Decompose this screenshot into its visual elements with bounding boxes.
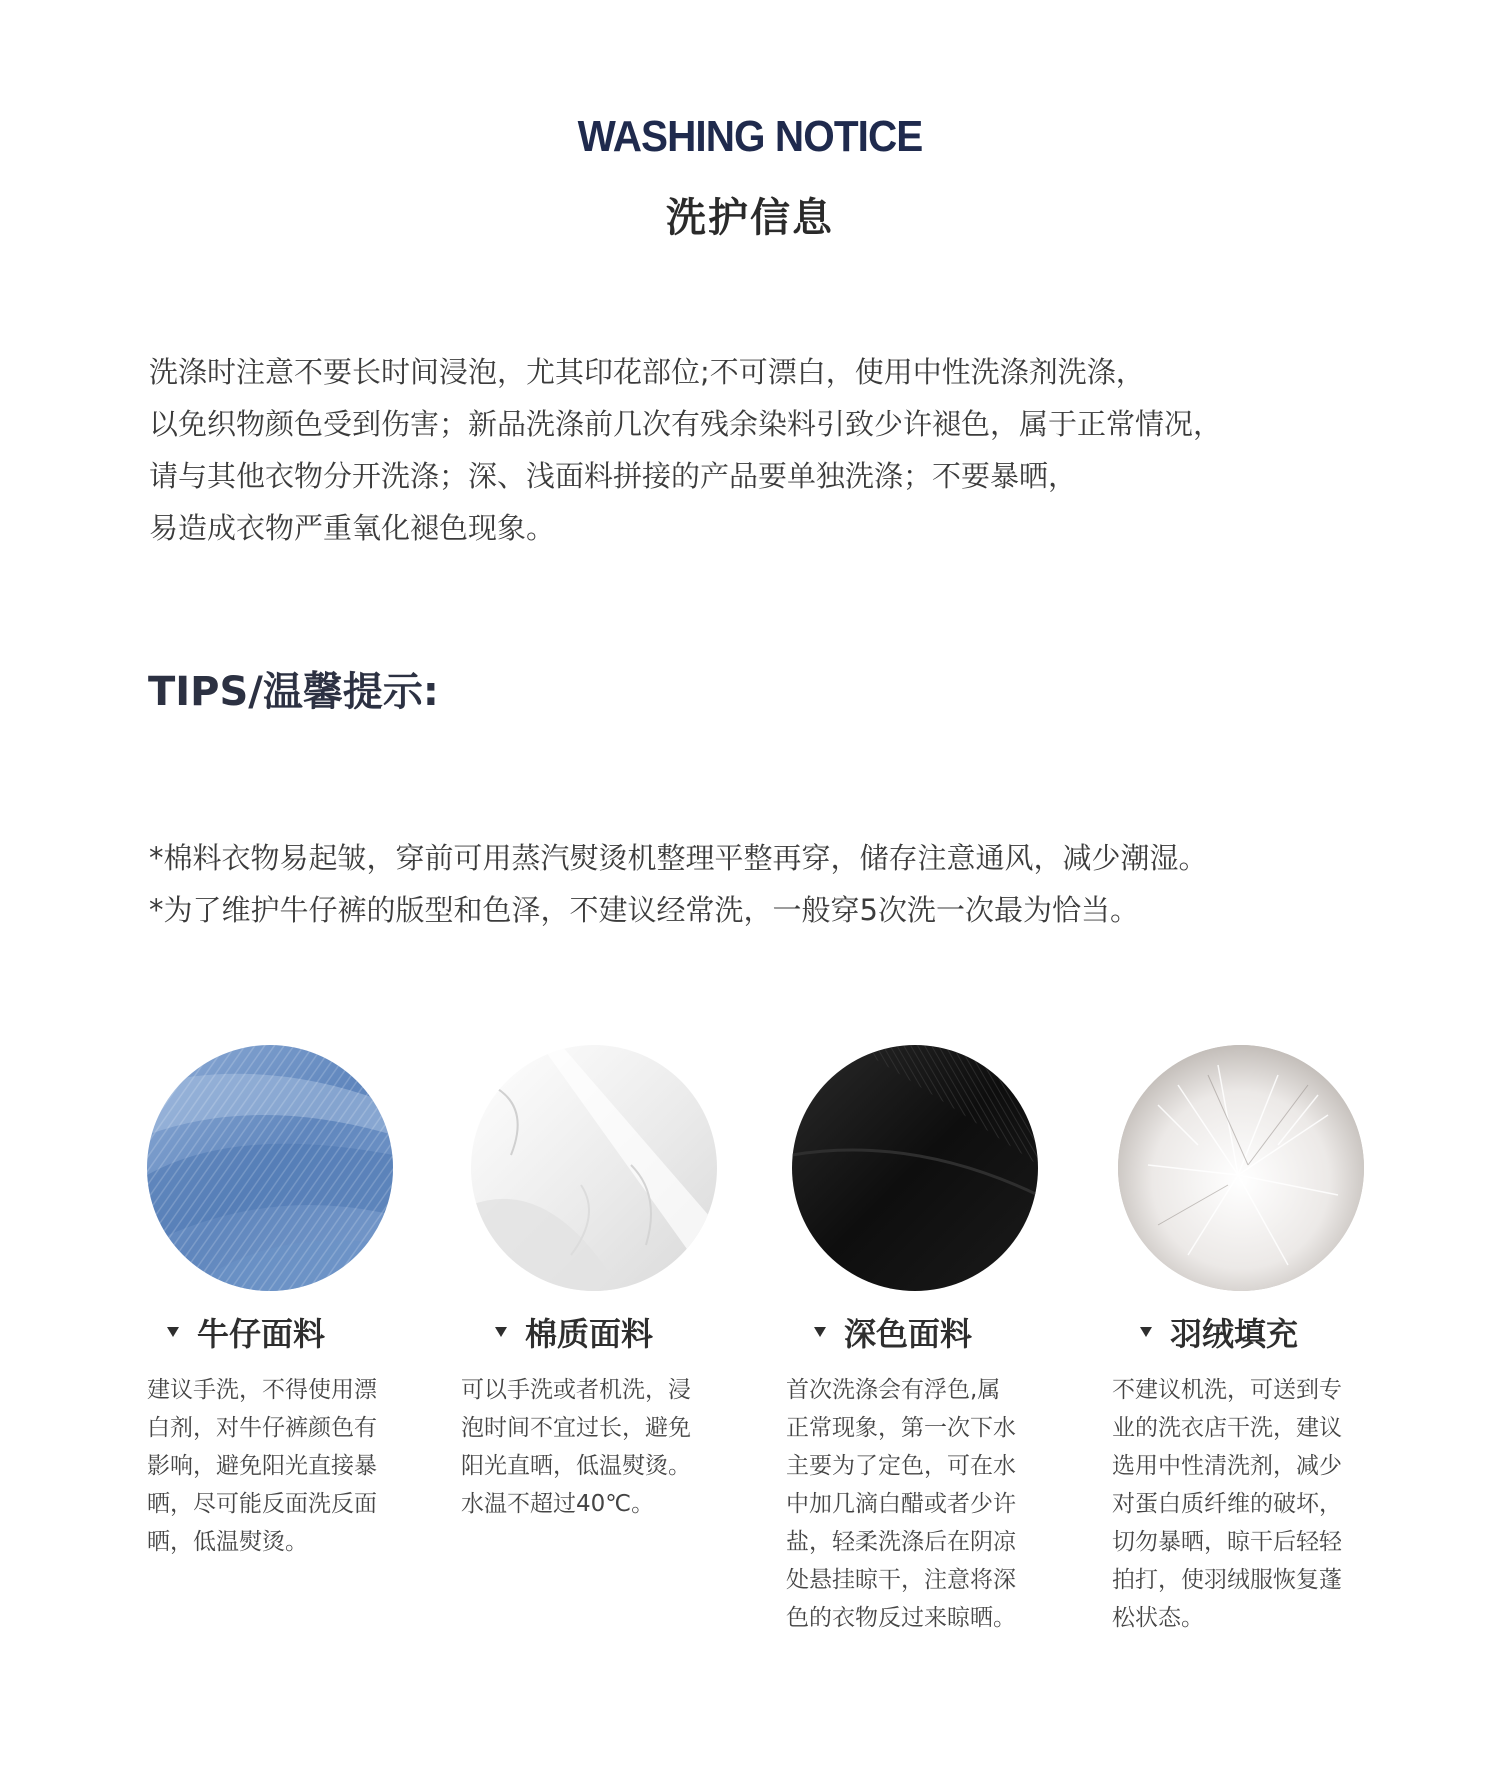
triangle-down-icon <box>495 1327 507 1337</box>
washing-notice-paragraph <box>149 346 1399 554</box>
denim-fabric-image <box>147 1045 393 1291</box>
down-feather-image <box>1118 1045 1364 1291</box>
fabric-title: 羽绒填充 <box>1140 1309 1298 1355</box>
triangle-down-icon <box>814 1327 826 1337</box>
fabric-description: 建议手洗，不得使用漂 白剂，对牛仔裤颜色有 影响，避免阳光直接暴 晒，尽可能反面洗反面 晒，低温熨烫。 <box>147 1377 377 1555</box>
notice-line: 易造成衣物严重氧化褪色现象。 <box>149 511 556 545</box>
triangle-down-icon <box>1140 1327 1152 1337</box>
cotton-fabric-image <box>471 1045 717 1291</box>
title-english: WASHING NOTICE <box>577 112 923 161</box>
notice-line: 以免织物颜色受到伤害；新品洗涤前几次有残余染料引致少许褪色，属于正常情况， <box>149 407 1223 441</box>
fabric-description: 不建议机洗，可送到专 业的洗衣店干洗，建议 选用中性清洗剂，减少 对蛋白质纤维的破坏， 切勿暴晒，晾干后轻轻 拍打，使羽绒服恢复蓬 松状态。 <box>1112 1377 1342 1631</box>
tips-heading: TIPS/温馨提示: <box>148 669 439 715</box>
tips-list <box>149 832 1208 936</box>
tip-item: *棉料衣物易起皱，穿前可用蒸汽熨烫机整理平整再穿，储存注意通风，减少潮湿。 <box>149 841 1208 875</box>
fabric-description: 可以手洗或者机洗，浸 泡时间不宜过长，避免 阳光直晒，低温熨烫。 水温不超过40℃。 <box>461 1377 691 1517</box>
dark-fabric-image <box>792 1045 1038 1291</box>
fabric-title: 牛仔面料 <box>167 1309 325 1355</box>
fabric-title: 深色面料 <box>814 1309 972 1355</box>
fabric-description: 首次洗涤会有浮色,属 正常现象，第一次下水 主要为了定色，可在水 中加几滴白醋或者少许 盐，轻柔洗涤后在阴凉 处悬挂晾干，注意将深 色的衣物反过来晾晒。 <box>786 1377 1016 1631</box>
triangle-down-icon <box>167 1327 179 1337</box>
tip-item: *为了维护牛仔裤的版型和色泽，不建议经常洗，一般穿5次洗一次最为恰当。 <box>149 893 1139 927</box>
notice-line: 洗涤时注意不要长时间浸泡，尤其印花部位;不可漂白，使用中性洗涤剂洗涤， <box>149 355 1145 389</box>
title-chinese: 洗护信息 <box>666 195 834 241</box>
fabric-title: 棉质面料 <box>495 1309 653 1355</box>
notice-line: 请与其他衣物分开洗涤；深、浅面料拼接的产品要单独洗涤；不要暴晒， <box>149 459 1078 493</box>
